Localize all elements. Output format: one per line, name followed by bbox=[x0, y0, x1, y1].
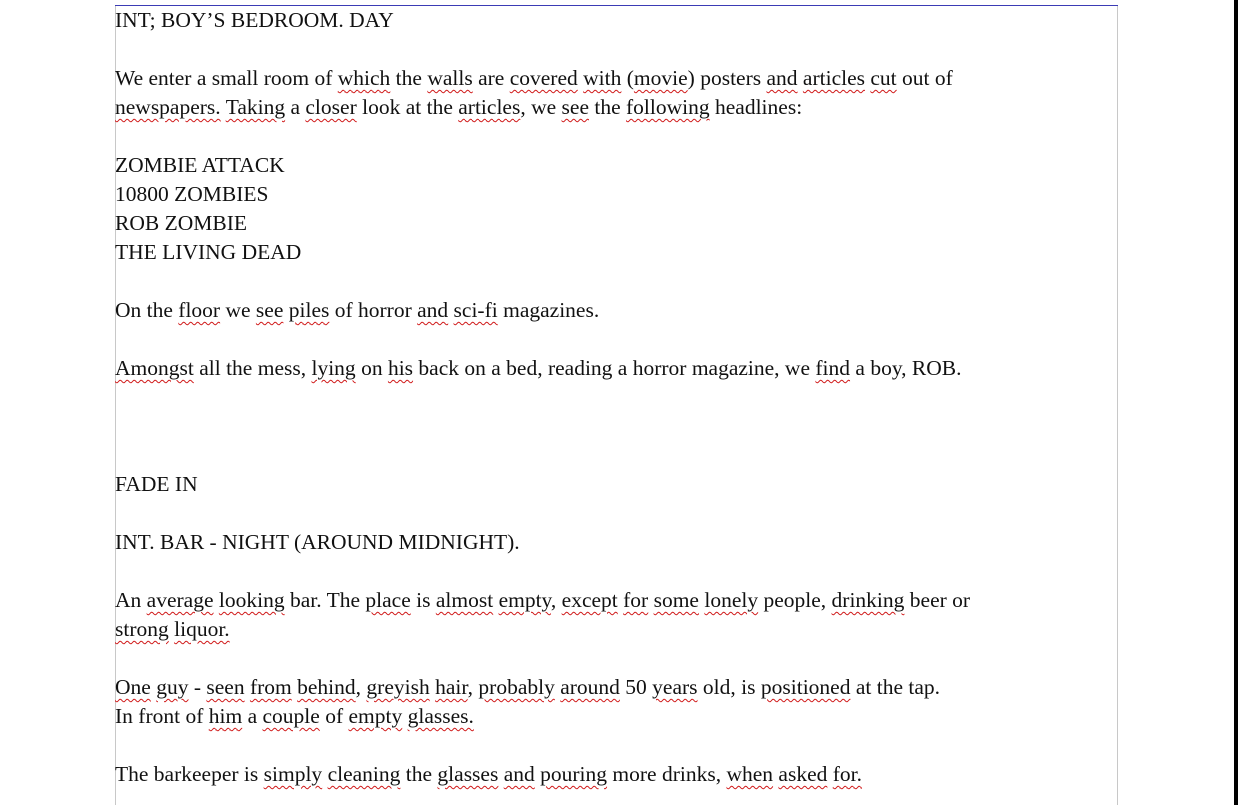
misspelled-word[interactable]: positioned bbox=[760, 675, 851, 699]
misspelled-word[interactable]: from bbox=[249, 675, 292, 699]
misspelled-word[interactable]: simply bbox=[263, 762, 323, 786]
headline-4[interactable]: THE LIVING DEAD bbox=[115, 240, 302, 264]
misspelled-word[interactable]: Taking bbox=[225, 95, 286, 119]
misspelled-word[interactable]: following bbox=[626, 95, 710, 119]
misspelled-word[interactable]: covered bbox=[509, 66, 578, 90]
misspelled-word[interactable]: lying bbox=[311, 356, 356, 380]
misspelled-word[interactable]: see bbox=[255, 298, 284, 322]
text-run: out of bbox=[902, 66, 953, 90]
text-run: the bbox=[390, 66, 428, 90]
misspelled-word[interactable]: and bbox=[417, 298, 449, 322]
text-run: headlines: bbox=[709, 95, 803, 119]
misspelled-word[interactable]: Amongst bbox=[115, 356, 194, 380]
misspelled-word[interactable]: lonely bbox=[704, 588, 759, 612]
text-run: - bbox=[188, 675, 207, 699]
misspelled-word[interactable]: and bbox=[766, 66, 798, 90]
headline-2[interactable]: 10800 ZOMBIES bbox=[115, 182, 269, 206]
text-run: ( bbox=[621, 66, 634, 90]
misspelled-word[interactable]: glasses. bbox=[407, 704, 474, 728]
text-run: we bbox=[220, 298, 256, 322]
page-border bbox=[1234, 0, 1238, 805]
misspelled-word[interactable]: see bbox=[561, 95, 589, 119]
misspelled-word[interactable]: newspapers. bbox=[115, 95, 221, 119]
misspelled-word[interactable]: piles bbox=[288, 298, 330, 322]
misspelled-word[interactable]: which bbox=[337, 66, 391, 90]
text-run: on bbox=[355, 356, 388, 380]
paragraph-bar-description[interactable] bbox=[115, 586, 1115, 644]
paragraph-guy[interactable] bbox=[115, 673, 1115, 731]
text-run: more drinks, bbox=[607, 762, 727, 786]
misspelled-word[interactable]: place bbox=[365, 588, 411, 612]
misspelled-word[interactable]: for bbox=[623, 588, 649, 612]
misspelled-word[interactable]: hair bbox=[435, 675, 468, 699]
misspelled-word[interactable]: with bbox=[583, 66, 622, 90]
paragraph-barkeeper[interactable] bbox=[115, 760, 1115, 789]
text-run: , bbox=[550, 588, 562, 612]
misspelled-word[interactable]: find bbox=[815, 356, 851, 380]
text-run: ) posters bbox=[687, 66, 767, 90]
misspelled-word[interactable]: for. bbox=[832, 762, 863, 786]
misspelled-word[interactable]: behind bbox=[297, 675, 356, 699]
text-run: all the mess, bbox=[193, 356, 312, 380]
misspelled-word[interactable]: One bbox=[115, 675, 151, 699]
misspelled-word[interactable]: probably bbox=[478, 675, 555, 699]
headline-1[interactable]: ZOMBIE ATTACK bbox=[115, 153, 285, 177]
misspelled-word[interactable]: cleaning bbox=[327, 762, 401, 786]
text-run: beer or bbox=[909, 588, 971, 612]
paragraph-boy[interactable] bbox=[115, 354, 1115, 383]
text-run: at the tap. In front of bbox=[115, 675, 941, 728]
scene-heading[interactable]: INT; BOY’S BEDROOM. DAY bbox=[115, 8, 394, 32]
misspelled-word[interactable]: years bbox=[652, 675, 698, 699]
paragraph-room-description[interactable] bbox=[115, 64, 1115, 122]
text-run: are bbox=[472, 66, 510, 90]
misspelled-word[interactable]: cut bbox=[870, 66, 897, 90]
misspelled-word[interactable]: his bbox=[387, 356, 414, 380]
misspelled-word[interactable]: average bbox=[146, 588, 214, 612]
misspelled-word[interactable]: floor bbox=[178, 298, 221, 322]
misspelled-word[interactable]: pouring bbox=[540, 762, 608, 786]
text-run: magazines. bbox=[497, 298, 600, 322]
text-run: , we bbox=[520, 95, 562, 119]
misspelled-word[interactable]: seen bbox=[206, 675, 245, 699]
misspelled-word[interactable]: closer bbox=[305, 95, 357, 119]
text-run: We enter a small room of bbox=[115, 66, 338, 90]
text-run: old, is bbox=[697, 675, 761, 699]
misspelled-word[interactable]: and bbox=[503, 762, 535, 786]
text-run: the bbox=[400, 762, 438, 786]
misspelled-word[interactable]: greyish bbox=[366, 675, 430, 699]
misspelled-word[interactable]: liquor. bbox=[174, 617, 230, 641]
misspelled-word[interactable]: around bbox=[560, 675, 620, 699]
misspelled-word[interactable]: almost bbox=[435, 588, 494, 612]
text-run: bar. The bbox=[284, 588, 366, 612]
text-run: The barkeeper is bbox=[115, 762, 264, 786]
text-run: , bbox=[355, 675, 367, 699]
text-run: of horror bbox=[329, 298, 418, 322]
misspelled-word[interactable]: empty bbox=[348, 704, 403, 728]
text-boundary-right bbox=[1117, 6, 1118, 805]
text-run: On the bbox=[115, 298, 179, 322]
paragraph-floor[interactable] bbox=[115, 296, 1115, 325]
text-run: back on a bed, reading a horror magazine, we bbox=[413, 356, 816, 380]
misspelled-word[interactable]: him bbox=[208, 704, 243, 728]
misspelled-word[interactable]: except bbox=[561, 588, 618, 612]
text-run: of bbox=[319, 704, 349, 728]
misspelled-word[interactable]: some bbox=[653, 588, 699, 612]
misspelled-word[interactable]: sci-fi bbox=[453, 298, 498, 322]
misspelled-word[interactable]: asked bbox=[778, 762, 828, 786]
misspelled-word[interactable]: couple bbox=[262, 704, 320, 728]
misspelled-word[interactable]: guy bbox=[156, 675, 189, 699]
misspelled-word[interactable]: articles bbox=[802, 66, 865, 90]
text-run: 50 bbox=[619, 675, 653, 699]
document-body[interactable] bbox=[115, 6, 1115, 789]
misspelled-word[interactable]: glasses bbox=[437, 762, 499, 786]
misspelled-word[interactable]: strong bbox=[115, 617, 169, 641]
text-run: a boy, ROB. bbox=[850, 356, 962, 380]
misspelled-word[interactable]: when bbox=[726, 762, 774, 786]
text-run: the bbox=[588, 95, 627, 119]
headline-3[interactable]: ROB ZOMBIE bbox=[115, 211, 247, 235]
misspelled-word[interactable]: walls bbox=[427, 66, 473, 90]
text-run: a bbox=[242, 704, 263, 728]
misspelled-word[interactable]: movie bbox=[633, 66, 688, 90]
misspelled-word[interactable]: drinking bbox=[831, 588, 905, 612]
text-run: a bbox=[285, 95, 306, 119]
transition[interactable]: FADE IN bbox=[115, 472, 198, 496]
text-run: look at the bbox=[356, 95, 459, 119]
misspelled-word[interactable]: empty bbox=[498, 588, 551, 612]
text-run: is bbox=[410, 588, 436, 612]
scene-heading-bar[interactable]: INT. BAR - NIGHT (AROUND MIDNIGHT). bbox=[115, 530, 520, 554]
misspelled-word[interactable]: looking bbox=[218, 588, 285, 612]
misspelled-word[interactable]: articles bbox=[458, 95, 521, 119]
text-run: An bbox=[115, 588, 147, 612]
text-run: , bbox=[467, 675, 479, 699]
text-run: people, bbox=[758, 588, 832, 612]
